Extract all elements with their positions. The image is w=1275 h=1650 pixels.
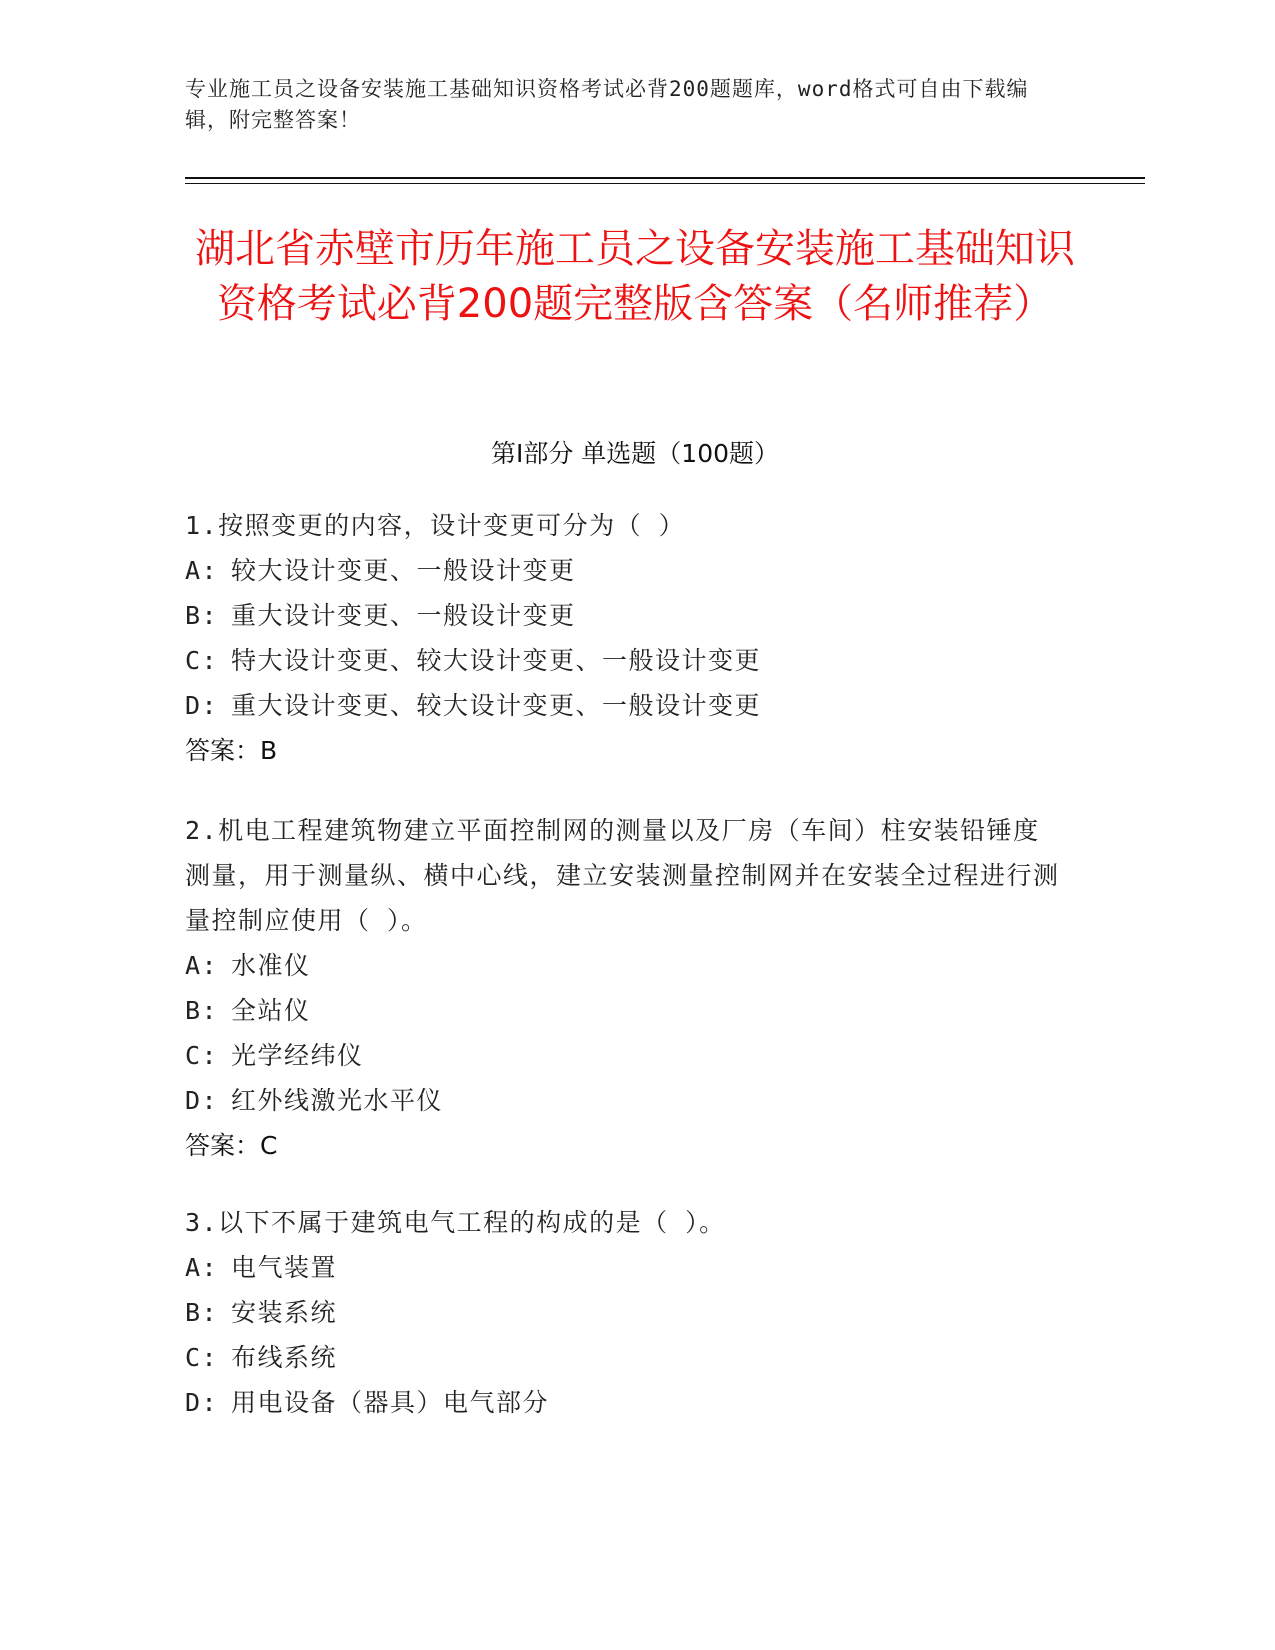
option-text: 布线系统 [231, 1343, 338, 1372]
option-c [185, 638, 1065, 683]
option-letter: A: [185, 951, 219, 980]
document-title: 湖北省赤壁市历年施工员之设备安装施工基础知识资格考试必背200题完整版含答案（名师推荐） [195, 226, 1075, 327]
option-a [185, 1245, 1065, 1290]
option-c [185, 1335, 1065, 1380]
option-text: 特大设计变更、较大设计变更、一般设计变更 [231, 646, 762, 675]
header-rule-thick [185, 177, 1145, 179]
option-text: 红外线激光水平仪 [231, 1086, 444, 1115]
header-rule-thin [185, 183, 1145, 184]
option-letter: B: [185, 601, 219, 630]
question-2 [185, 808, 1065, 1169]
option-d [185, 1078, 1065, 1123]
option-text: 安装系统 [231, 1298, 338, 1327]
option-text: 用电设备（器具）电气部分 [231, 1388, 550, 1417]
question-3 [185, 1200, 1065, 1425]
option-text: 全站仪 [231, 996, 311, 1025]
section-heading: 第Ⅰ部分 单选题（100题） [490, 439, 780, 468]
answer: 答案：B [185, 736, 278, 765]
option-a [185, 548, 1065, 593]
question-stem: 1.按照变更的内容，设计变更可分为（ ） [185, 511, 686, 540]
option-letter: C: [185, 646, 219, 675]
option-letter: D: [185, 1388, 219, 1417]
option-letter: A: [185, 1253, 219, 1282]
option-letter: C: [185, 1041, 219, 1070]
option-d [185, 1380, 1065, 1425]
question-1 [185, 503, 1065, 774]
option-text: 水准仪 [231, 951, 311, 980]
option-letter: B: [185, 1298, 219, 1327]
option-b [185, 988, 1065, 1033]
option-a [185, 943, 1065, 988]
option-text: 较大设计变更、一般设计变更 [231, 556, 576, 585]
answer: 答案：C [185, 1131, 278, 1160]
option-b [185, 1290, 1065, 1335]
question-stem: 2.机电工程建筑物建立平面控制网的测量以及厂房（车间）柱安装铅锤度测量，用于测量纵、横中心线，建立安装测量控制网并在安装全过程进行测量控制应使用（ ）。 [185, 816, 1060, 935]
option-letter: A: [185, 556, 219, 585]
option-c [185, 1033, 1065, 1078]
option-letter: D: [185, 1086, 219, 1115]
option-letter: B: [185, 996, 219, 1025]
option-text: 电气装置 [231, 1253, 338, 1282]
option-text: 光学经纬仪 [231, 1041, 364, 1070]
option-letter: C: [185, 1343, 219, 1372]
option-text: 重大设计变更、较大设计变更、一般设计变更 [231, 691, 762, 720]
option-letter: D: [185, 691, 219, 720]
option-text: 重大设计变更、一般设计变更 [231, 601, 576, 630]
header-note: 专业施工员之设备安装施工基础知识资格考试必背200题题库，word格式可自由下载编辑，附完整答案！ [185, 77, 1029, 132]
question-stem: 3.以下不属于建筑电气工程的构成的是（ ）。 [185, 1208, 726, 1237]
option-b [185, 593, 1065, 638]
option-d [185, 683, 1065, 728]
